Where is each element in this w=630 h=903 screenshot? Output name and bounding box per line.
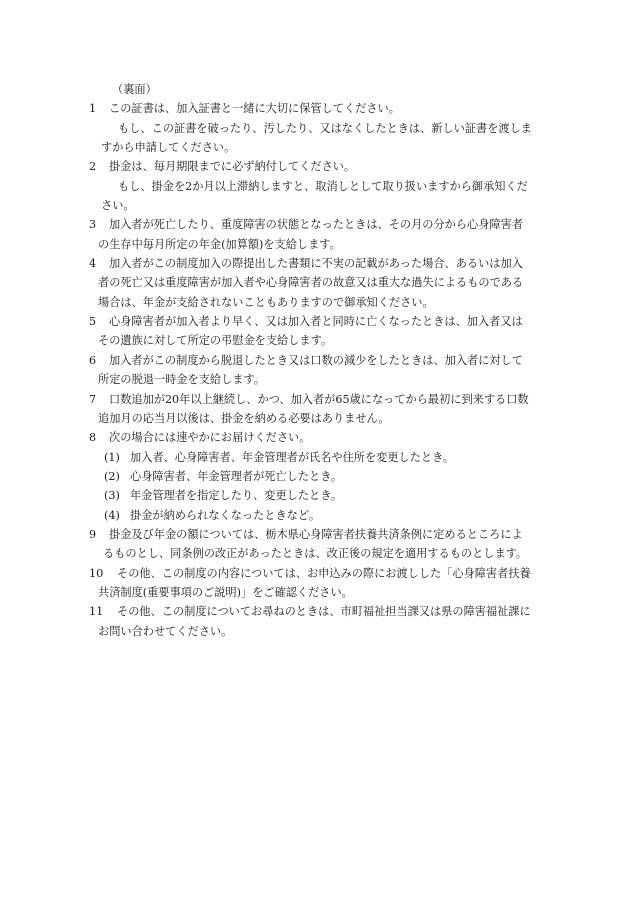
item-text-line: この証書は、加入証書と一緒に大切に保管してください。 [109,102,400,116]
item-text-line: 掛金は、毎月期限までに必ず納付してください。 [109,160,356,174]
page-side-heading: （裏面） [112,83,157,96]
item-text-line: 加入者がこの制度加入の際提出した書類に不実の記載があった場合、あるいは加入 [109,257,523,271]
item-text-line: 口数追加が20年以上継続し、かつ、加入者が65歳になってから最初に到来する口数 [109,392,529,406]
item-text-line: 加入者が死亡したり、重度障害の状態となったときは、その月の分から心身障害者 [109,218,523,232]
sub-item-text: 掛金が納められなくなったときなど。 [130,508,321,522]
item-text-line: 共済制度(重要事項のご説明)」をご確認ください。 [98,585,353,599]
list-item-5 [89,312,551,351]
item-number: 4 [89,257,97,271]
item-text-line: 心身障害者が加入者より早く、又は加入者と同時に亡くなったときは、加入者又は [109,315,523,329]
list-item-11 [89,602,551,641]
list-item-10 [89,564,551,603]
sub-item-number: (2) [104,469,120,483]
item-text-line: 掛金及び年金の額については、栃木県心身障害者扶養共済条例に定めるところによ [109,527,523,541]
list-item-2 [89,157,551,215]
item-number: 5 [89,315,97,329]
sub-list-item-2 [89,467,551,486]
item-text-line: 加入者がこの制度から脱退したとき又は口数の減少をしたときは、加入者に対して [109,353,523,367]
item-text-line: 追加月の応当月以後は、掛金を納める必要はありません。 [98,411,390,425]
list-item-7 [89,390,551,429]
item-sub-line: さい。 [101,199,135,213]
item-text-line: 所定の脱退一時金を支給します。 [98,373,265,387]
sub-item-text: 加入者、心身障害者、年金管理者が氏名や住所を変更したとき。 [130,450,454,464]
item-number: 9 [89,527,97,541]
item-number: 7 [89,392,97,406]
item-text-line: の生存中毎月所定の年金(加算額)を支給します。 [98,237,341,251]
item-text-line: 次の場合には速やかにお届けください。 [109,431,311,445]
item-number: 11 [89,605,104,619]
sub-list-item-4 [89,506,551,525]
list-item-1 [89,99,551,157]
sub-item-text: 年金管理者を指定したり、変更したとき。 [130,489,343,503]
item-number: 2 [89,160,97,174]
list-item-8 [89,428,551,447]
sub-item-number: (4) [104,508,120,522]
item-sub-line: もし、この証書を破ったり、汚したり、又はなくしたときは、新しい証書を渡しま [118,121,532,135]
list-item-9 [89,525,551,564]
sub-list-item-1 [89,448,551,467]
sub-item-number: (3) [104,489,120,503]
item-text-line: るものとし、同条例の改正があったときは、改正後の規定を適用するものとします。 [103,547,528,561]
item-number: 1 [89,102,97,116]
item-sub-line: すから申請してください。 [101,141,236,155]
item-number: 6 [89,353,97,367]
sub-list-item-3 [89,486,551,505]
list-item-6 [89,351,551,390]
item-text-line: 場合は、年金が支給されないこともありますので御承知ください。 [98,295,434,309]
item-number: 8 [89,431,97,445]
document-body [89,80,551,641]
list-item-4 [89,254,551,312]
sub-item-number: (1) [104,450,120,464]
item-text-line: お問い合わせてください。 [98,624,233,638]
sub-item-text: 心身障害者、年金管理者が死亡したとき。 [130,469,343,483]
item-number: 3 [89,218,97,232]
list-item-3 [89,215,551,254]
item-number: 10 [89,566,104,580]
item-text-line: その他、この制度の内容については、お申込みの際にお渡しした「心身障害者扶養 [117,566,531,580]
item-text-line: その遺族に対して所定の弔慰金を支給します。 [98,334,333,348]
item-sub-line: もし、掛金を2か月以上滞納しますと、取消しとして取り扱いますから御承知くだ [118,179,528,193]
item-text-line: その他、この制度についてお尋ねのときは、市町福祉担当課又は県の障害福祉課に [117,605,531,619]
item-text-line: 者の死亡又は重度障害が加入者や心身障害者の故意又は重大な過失によるものである [98,276,524,290]
